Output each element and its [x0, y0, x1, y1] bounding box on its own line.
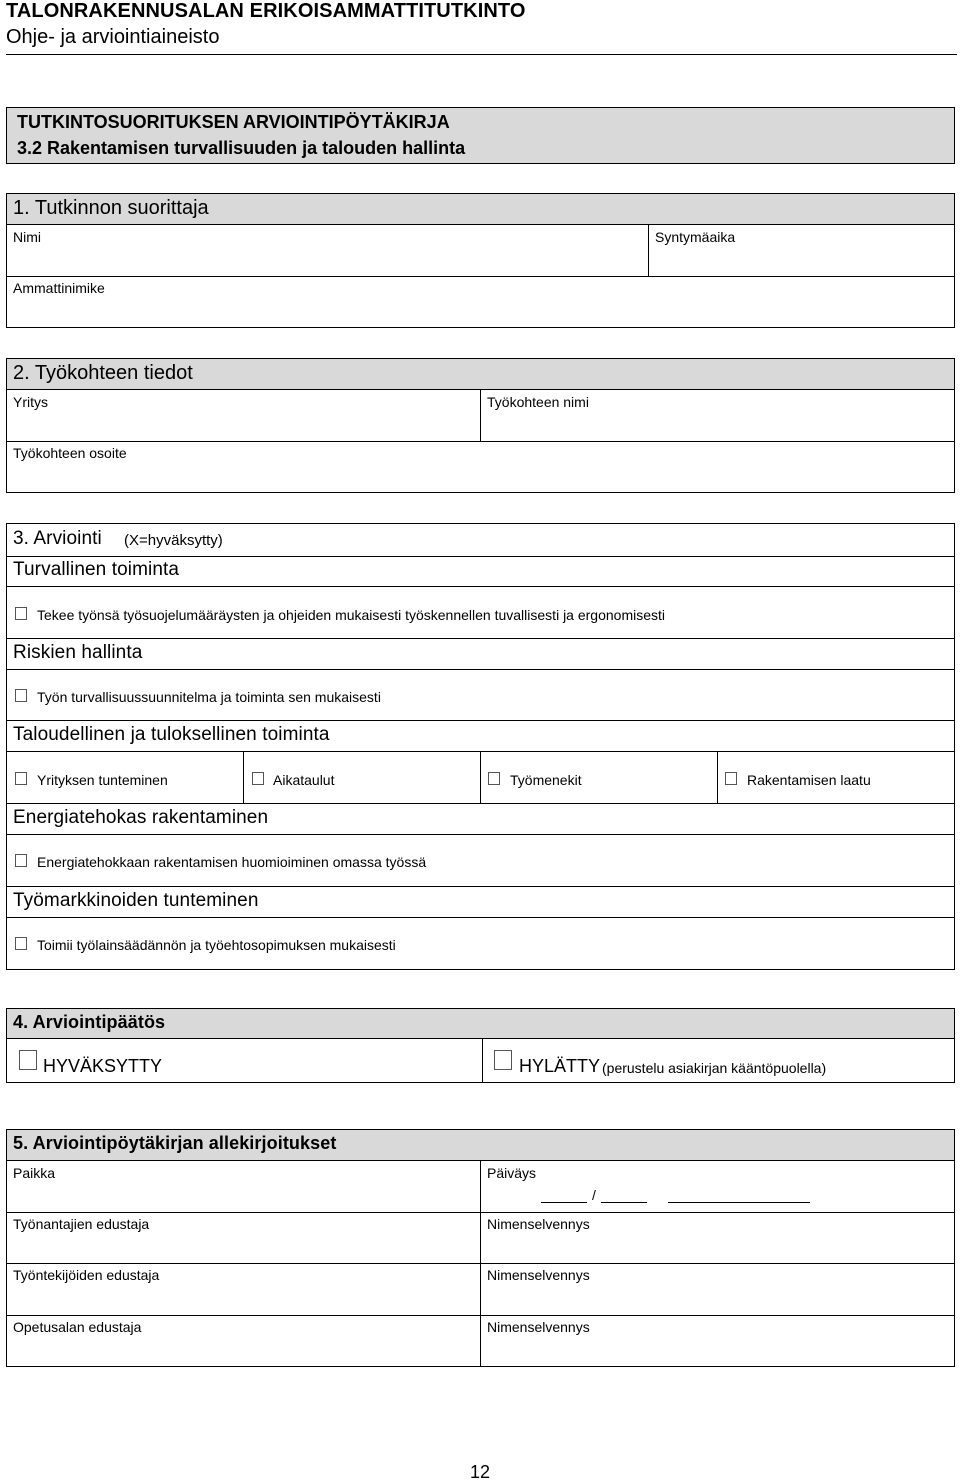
form-title-line1: TUTKINTOSUORITUKSEN ARVIOINTIPÖYTÄKIRJA	[17, 112, 450, 132]
education-rep-label: Opetusalan edustaja	[13, 1319, 142, 1335]
section-candidate	[6, 193, 955, 328]
employer-rep-label: Työnantajien edustaja	[13, 1216, 150, 1232]
group-title-energy: Energiatehokas rakentaminen	[13, 807, 269, 828]
document-title: TALONRAKENNUSALAN ERIKOISAMMATTITUTKINTO	[6, 0, 526, 22]
group-title-safety: Turvallinen toiminta	[13, 559, 180, 580]
header-divider	[6, 54, 957, 55]
job-title-label: Ammattinimike	[13, 280, 105, 296]
document-subtitle: Ohje- ja arviointiaineisto	[6, 26, 220, 48]
checkbox-company-knowledge[interactable]	[15, 772, 27, 785]
site-address-label: Työkohteen osoite	[13, 445, 127, 461]
section-decision-heading: 4. Arviointipäätös	[13, 1012, 166, 1032]
item-safety-plan: Työn turvallisuussuunnitelma ja toiminta sen mukaisesti	[37, 689, 381, 705]
date-separator: /	[592, 1187, 596, 1203]
checkbox-construction-quality[interactable]	[725, 772, 737, 785]
checkbox-labour-law[interactable]	[15, 937, 27, 950]
section-signatures	[6, 1129, 955, 1367]
site-name-label: Työkohteen nimi	[487, 394, 589, 410]
assessment-heading: 3. Arviointi	[13, 528, 102, 549]
date-year-blank[interactable]	[668, 1202, 810, 1203]
item-energy-efficiency: Energiatehokkaan rakentamisen huomioiminen omassa työssä	[37, 854, 427, 870]
item-schedules: Aikataulut	[273, 772, 335, 788]
page-number: 12	[470, 1462, 491, 1482]
item-company-knowledge: Yrityksen tunteminen	[37, 772, 168, 788]
section-worksite-heading: 2. Työkohteen tiedot	[13, 362, 193, 384]
item-work-consumption: Työmenekit	[510, 772, 582, 788]
date-day-blank[interactable]	[541, 1202, 587, 1203]
rejected-note: (perustelu asiakirjan kääntöpuolella)	[602, 1060, 827, 1076]
section-assessment	[6, 523, 955, 970]
employer-rep-name-label: Nimenselvennys	[487, 1216, 590, 1232]
assessment-heading-note: (X=hyväksytty)	[124, 532, 223, 549]
checkbox-safety-plan[interactable]	[15, 689, 27, 702]
date-month-blank[interactable]	[601, 1202, 647, 1203]
item-construction-quality: Rakentamisen laatu	[747, 772, 871, 788]
group-title-economy: Taloudellinen ja tuloksellinen toiminta	[13, 724, 330, 745]
group-title-risk: Riskien hallinta	[13, 642, 143, 663]
checkbox-rejected[interactable]	[494, 1050, 512, 1070]
assessment-heading-row	[7, 524, 954, 556]
approved-label: HYVÄKSYTTY	[43, 1056, 163, 1076]
form-title-box	[6, 107, 955, 164]
checkbox-approved[interactable]	[19, 1050, 37, 1070]
checkbox-energy-efficiency[interactable]	[15, 854, 27, 867]
checkbox-safe-work[interactable]	[15, 607, 27, 620]
item-safe-work: Tekee työnsä työsuojelumääräysten ja ohjeiden mukaisesti työskennellen tuvallisesti ja ergonomisesti	[37, 607, 666, 623]
date-label: Päiväys	[487, 1165, 537, 1181]
section-candidate-heading: 1. Tutkinnon suorittaja	[13, 197, 209, 219]
form-title-line2: 3.2 Rakentamisen turvallisuuden ja talouden hallinta	[17, 138, 466, 158]
employee-rep-label: Työntekijöiden edustaja	[13, 1267, 160, 1283]
section-decision-header	[7, 1009, 954, 1039]
rejected-label: HYLÄTTY	[519, 1056, 601, 1076]
company-label: Yritys	[13, 394, 48, 410]
birth-date-label: Syntymäaika	[655, 229, 736, 245]
item-labour-law: Toimii työlainsäädännön ja työehtosopimuksen mukaisesti	[37, 937, 396, 953]
section-worksite	[6, 358, 955, 493]
group-title-labour-market: Työmarkkinoiden tunteminen	[13, 890, 259, 911]
checkbox-schedules[interactable]	[252, 772, 264, 785]
section-signatures-header	[7, 1130, 954, 1161]
section-worksite-header	[7, 359, 954, 390]
checkbox-work-consumption[interactable]	[488, 772, 500, 785]
name-label: Nimi	[13, 229, 41, 245]
place-label: Paikka	[13, 1165, 56, 1181]
section-decision	[6, 1008, 955, 1083]
education-rep-name-label: Nimenselvennys	[487, 1319, 590, 1335]
section-candidate-header	[7, 194, 954, 225]
section-signatures-heading: 5. Arviointipöytäkirjan allekirjoitukset	[13, 1133, 337, 1153]
employee-rep-name-label: Nimenselvennys	[487, 1267, 590, 1283]
